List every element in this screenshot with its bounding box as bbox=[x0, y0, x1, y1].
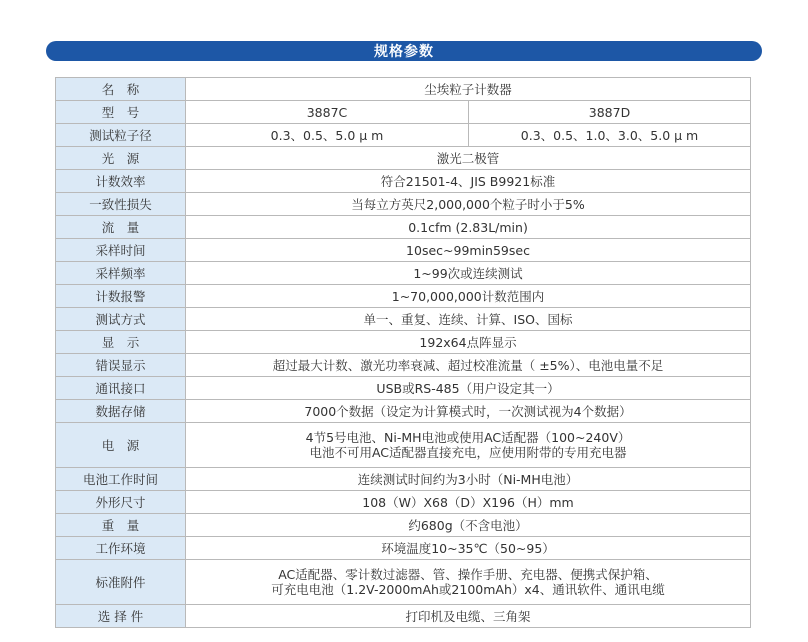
table-row bbox=[56, 423, 751, 468]
row-value: 108（W）X68（D）X196（H）mm bbox=[186, 491, 751, 514]
row-value: 符合21501-4、JIS B9921标准 bbox=[186, 170, 751, 193]
row-value: 连续测试时间约为3小时（Ni-MH电池） bbox=[186, 468, 751, 491]
row-label: 工作环境 bbox=[56, 537, 186, 560]
table-row bbox=[56, 400, 751, 423]
row-value-line: AC适配器、零计数过滤器、管、操作手册、充电器、便携式保护箱、 bbox=[278, 567, 658, 582]
section-title: 规格参数 bbox=[374, 44, 434, 60]
spec-table bbox=[55, 77, 751, 628]
row-value bbox=[186, 423, 751, 468]
row-value: 192x64点阵显示 bbox=[186, 331, 751, 354]
row-label: 一致性损失 bbox=[56, 193, 186, 216]
row-label: 通讯接口 bbox=[56, 377, 186, 400]
row-label: 外形尺寸 bbox=[56, 491, 186, 514]
table-row bbox=[56, 377, 751, 400]
row-label: 测试粒子径 bbox=[56, 124, 186, 147]
row-value: 约680g（不含电池） bbox=[186, 514, 751, 537]
table-row bbox=[56, 124, 751, 147]
row-label: 型 号 bbox=[56, 101, 186, 124]
table-row bbox=[56, 468, 751, 491]
row-label: 显 示 bbox=[56, 331, 186, 354]
row-value: 尘埃粒子计数器 bbox=[186, 78, 751, 101]
row-label: 采样频率 bbox=[56, 262, 186, 285]
table-row bbox=[56, 514, 751, 537]
row-value: 单一、重复、连续、计算、ISO、国标 bbox=[186, 308, 751, 331]
table-row bbox=[56, 285, 751, 308]
row-label: 选 择 件 bbox=[56, 605, 186, 628]
row-label: 名 称 bbox=[56, 78, 186, 101]
row-value-3887d: 0.3、0.5、1.0、3.0、5.0 μ m bbox=[469, 124, 751, 147]
table-row bbox=[56, 262, 751, 285]
row-value: 7000个数据（设定为计算模式时，一次测试视为4个数据） bbox=[186, 400, 751, 423]
row-value: 打印机及电缆、三角架 bbox=[186, 605, 751, 628]
table-row bbox=[56, 170, 751, 193]
row-label: 电池工作时间 bbox=[56, 468, 186, 491]
row-label: 数据存储 bbox=[56, 400, 186, 423]
table-row bbox=[56, 147, 751, 170]
table-row bbox=[56, 354, 751, 377]
row-value: USB或RS-485（用户设定其一） bbox=[186, 377, 751, 400]
row-label: 错误显示 bbox=[56, 354, 186, 377]
table-row bbox=[56, 605, 751, 628]
table-row bbox=[56, 239, 751, 262]
row-label: 测试方式 bbox=[56, 308, 186, 331]
row-value-3887c: 3887C bbox=[186, 101, 469, 124]
table-row bbox=[56, 216, 751, 239]
row-label: 采样时间 bbox=[56, 239, 186, 262]
row-label: 流 量 bbox=[56, 216, 186, 239]
row-value bbox=[186, 560, 751, 605]
row-label: 光 源 bbox=[56, 147, 186, 170]
table-row bbox=[56, 331, 751, 354]
row-value-3887d: 3887D bbox=[469, 101, 751, 124]
row-label: 计数效率 bbox=[56, 170, 186, 193]
table-row bbox=[56, 537, 751, 560]
table-row bbox=[56, 560, 751, 605]
row-value: 超过最大计数、激光功率衰减、超过校准流量（ ±5%）、电池电量不足 bbox=[186, 354, 751, 377]
table-row bbox=[56, 78, 751, 101]
row-value: 10sec~99min59sec bbox=[186, 239, 751, 262]
row-value: 环境温度10~35℃（50~95） bbox=[186, 537, 751, 560]
table-row bbox=[56, 101, 751, 124]
row-value-line: 4节5号电池、Ni-MH电池或使用AC适配器（100~240V） bbox=[305, 430, 631, 445]
row-value: 激光二极管 bbox=[186, 147, 751, 170]
row-label: 标准附件 bbox=[56, 560, 186, 605]
row-value: 当每立方英尺2,000,000个粒子时小于5% bbox=[186, 193, 751, 216]
row-label: 重 量 bbox=[56, 514, 186, 537]
table-row bbox=[56, 491, 751, 514]
row-value: 1~99次或连续测试 bbox=[186, 262, 751, 285]
row-value: 1~70,000,000计数范围内 bbox=[186, 285, 751, 308]
row-value: 0.1cfm (2.83L/min) bbox=[186, 216, 751, 239]
row-value-line: 可充电电池（1.2V-2000mAh或2100mAh）x4、通讯软件、通讯电缆 bbox=[271, 582, 665, 597]
table-row bbox=[56, 193, 751, 216]
section-title-bar bbox=[46, 41, 762, 61]
table-row bbox=[56, 308, 751, 331]
row-label: 计数报警 bbox=[56, 285, 186, 308]
row-label: 电 源 bbox=[56, 423, 186, 468]
row-value-line: 电池不可用AC适配器直接充电，应使用附带的专用充电器 bbox=[309, 445, 627, 460]
row-value-3887c: 0.3、0.5、5.0 μ m bbox=[186, 124, 469, 147]
